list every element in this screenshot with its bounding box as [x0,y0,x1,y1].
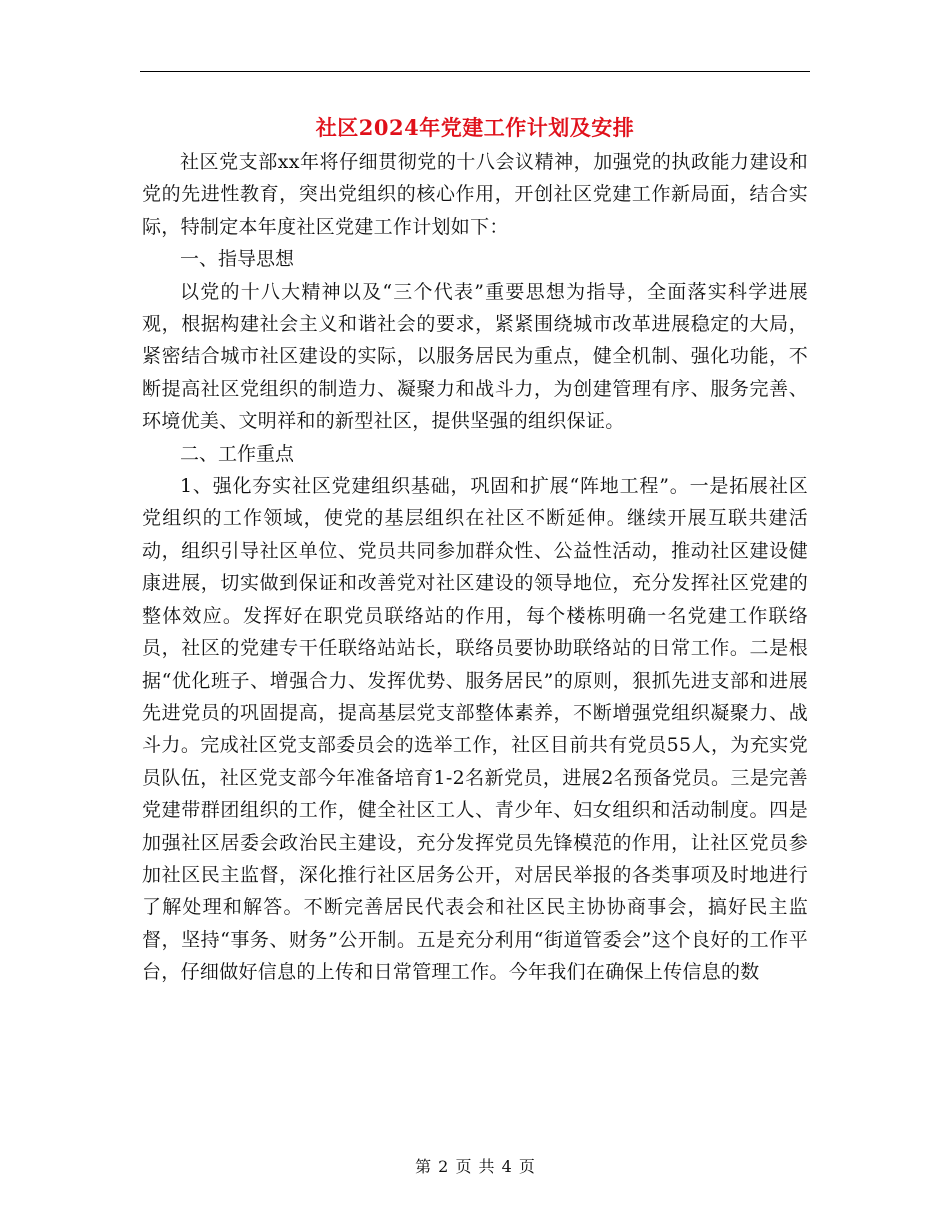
section-heading-work-focus: 二、工作重点 [180,442,295,465]
page-number-footer: 第 2 页 共 4 页 [415,1157,535,1176]
document-body [142,146,808,989]
guiding-ideology-paragraph: 以党的十八大精神以及“三个代表”重要思想为指导，全面落实科学进展观，根据构建社会主义和谐社会的要求，紧紧围绕城市改革进展稳定的大局，紧密结合城市社区建设的实际，以服务居民为重点，健全机制、强化功能，不断提高社区党组织的制造力、凝聚力和战斗力，为创建管理有序、服务完善、环境优美、文明祥和的新型社区，提供坚强的组织保证。 [142,280,808,433]
header-rule [140,71,810,72]
section-heading-guiding-ideology: 一、指导思想 [180,248,295,271]
document-title: 社区2024年党建工作计划及安排 [315,115,635,140]
intro-paragraph: 社区党支部xx年将仔细贯彻党的十八会议精神，加强党的执政能力建设和党的先进性教育，突出党组织的核心作用，开创社区党建工作新局面，结合实际，特制定本年度社区党建工作计划如下： [142,151,808,238]
work-focus-paragraph: 1、强化夯实社区党建组织基础，巩固和扩展“阵地工程”。一是拓展社区党组织的工作领域，使党的基层组织在社区不断延伸。继续开展互联共建活动，组织引导社区单位、党员共同参加群众性、公益性活动，推动社区建设健康进展，切实做到保证和改善党对社区建设的领导地位，充分发挥社区党建的整体效应。发挥好在职党员联络站的作用，每个楼栋明确一名党建工作联络员，社区的党建专干任联络站站长，联络员要协助联络站的日常工作。二是根据“优化班子、增强合力、发挥优势、服务居民”的原则，狠抓先进支部和进展先进党员的巩固提高，提高基层党支部整体素养，不断增强党组织凝聚力、战斗力。完成社区党支部委员会的选举工作，社区目前共有党员55人，为充实党员队伍，社区党支部今年准备培育1-2名新党员，进展2名预备党员。三是完善党建带群团组织的工作，健全社区工人、青少年、妇女组织和活动制度。四是加强社区居委会政治民主建设，充分发挥党员先锋模范的作用，让社区党员参加社区民主监督，深化推行社区居务公开，对居民举报的各类事项及时地进行了解处理和解答。不断完善居民代表会和社区民主协协商事会，搞好民主监督，坚持“事务、财务”公开制。五是充分利用“街道管委会”这个良好的工作平台，仔细做好信息的上传和日常管理工作。今年我们在确保上传信息的数 [142,475,808,984]
